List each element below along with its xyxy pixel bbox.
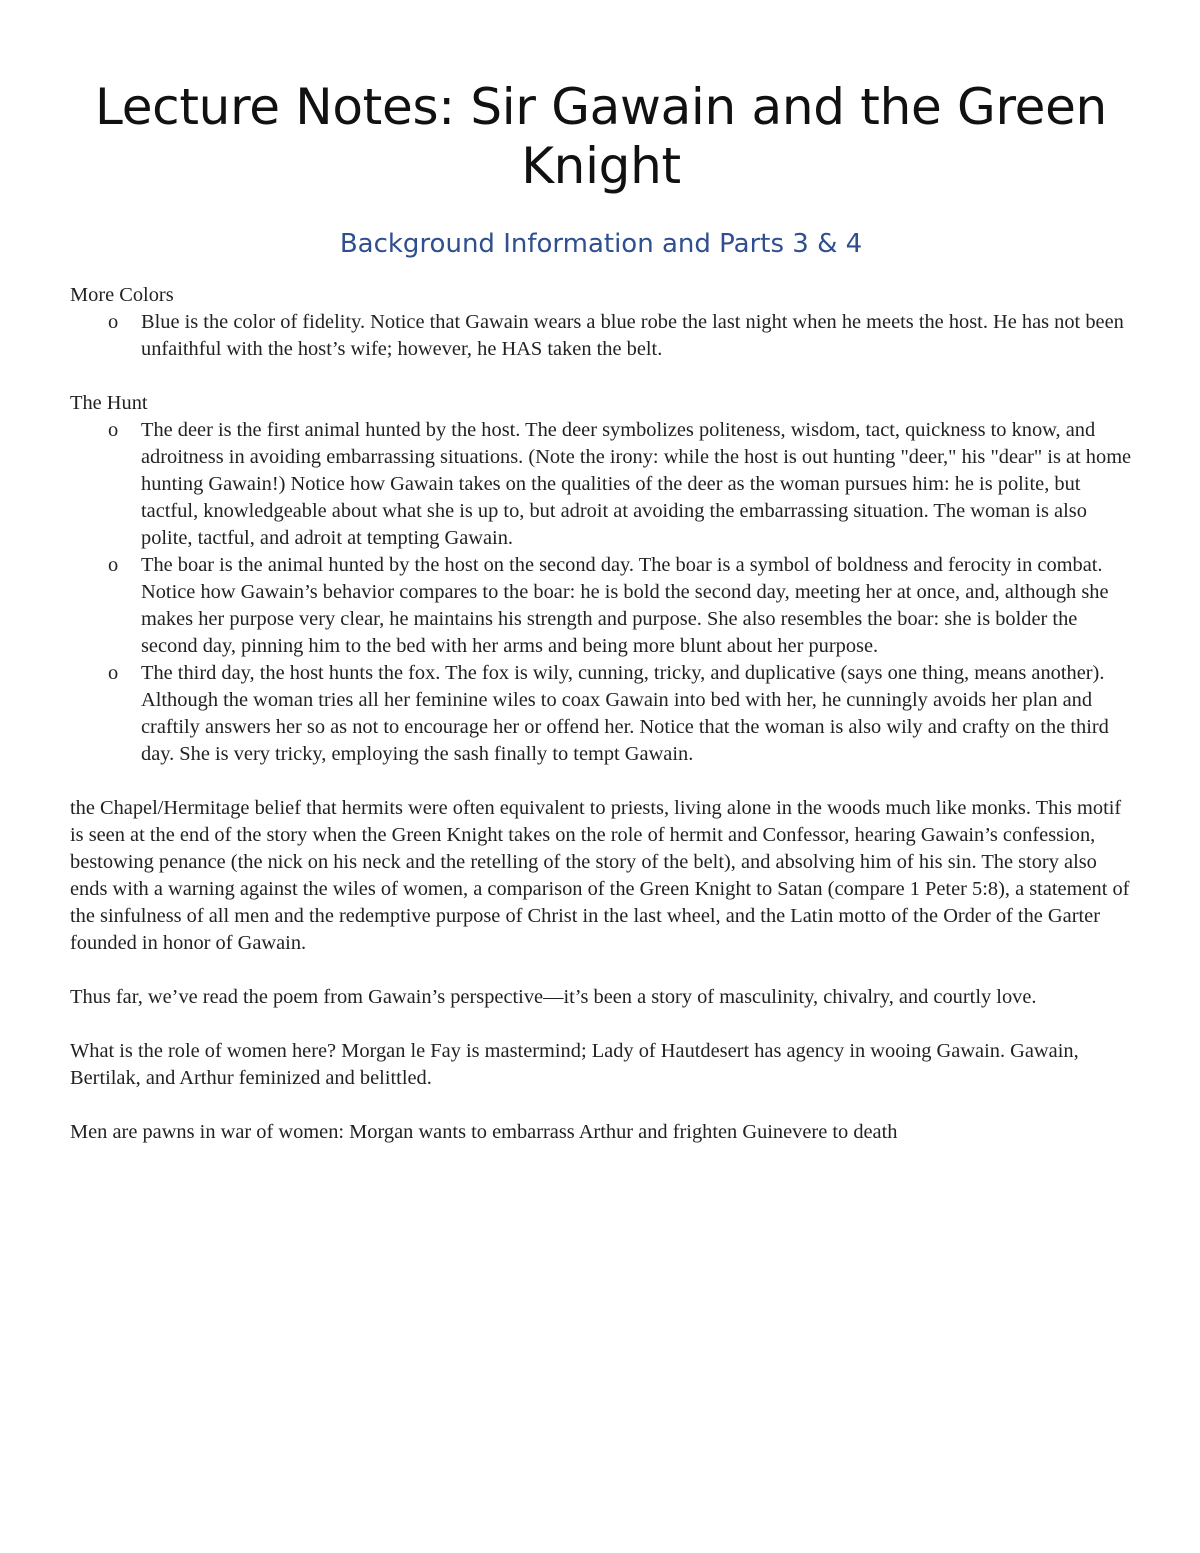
- paragraph-men-are-pawns: Men are pawns in war of women: Morgan wants to embarrass Arthur and frighten Guinevere to death: [70, 1121, 898, 1143]
- section-the-hunt: [70, 390, 1132, 768]
- paragraph-role-of-women: What is the role of women here? Morgan le Fay is mastermind; Lady of Hautdesert has agency in wooing Gawain. Gawain, Bertilak, and Arthur feminized and belittled.: [70, 1040, 1079, 1089]
- list-item: [70, 417, 1132, 552]
- bullet-list: [70, 309, 1132, 363]
- spacer: [70, 1011, 1132, 1038]
- document-subtitle: Background Information and Parts 3 & 4: [339, 229, 863, 259]
- list-item-text: Blue is the color of fidelity. Notice that Gawain wears a blue robe the last night when he meets the host. He has not been unfaithful with the host’s wife; however, he HAS taken the belt.: [141, 311, 1124, 360]
- spacer: [70, 768, 1132, 795]
- spacer: [70, 957, 1132, 984]
- list-item-text: The deer is the first animal hunted by the host. The deer symbolizes politeness, wisdom, tact, quickness to know, and adroitness in avoiding embarrassing situations. (Note the irony: while the host is out hunting "deer," his "dear" is at home hunting Gawain!) Notice how Gawain takes on the qualities of the deer as the woman pursues him: he is polite, but tactful, knowledgeable about what she is up to, but adroit at avoiding the embarrassing situation. The woman is also polite, tactful, and adroit at tempting Gawain.: [141, 419, 1132, 549]
- bullet-list: [70, 417, 1132, 768]
- list-item: [70, 309, 1132, 363]
- list-item: [70, 660, 1132, 768]
- section-heading: More Colors: [70, 284, 174, 306]
- list-item: [70, 552, 1132, 660]
- spacer: [70, 1092, 1132, 1119]
- bullet-marker: o: [108, 554, 119, 576]
- section-heading: The Hunt: [70, 392, 148, 414]
- list-item-text: The boar is the animal hunted by the host on the second day. The boar is a symbol of boldness and ferocity in combat. Notice how Gawain’s behavior compares to the boar: he is bold the second day, meeting her at once, and, although she makes her purpose very clear, he maintains his strength and purpose. She also resembles the boar: she is bolder the second day, pinning him to the bed with her arms and being more blunt about her purpose.: [141, 554, 1109, 657]
- list-item-text: The third day, the host hunts the fox. The fox is wily, cunning, tricky, and duplicative (says one thing, means another). Although the woman tries all her feminine wiles to coax Gawain into bed with her, he cunningly avoids her plan and craftily answers her so as not to encourage her or offend her. Notice that the woman is also wily and crafty on the third day. She is very tricky, employing the sash finally to tempt Gawain.: [141, 662, 1109, 765]
- spacer: [70, 363, 1132, 390]
- bullet-marker: o: [108, 662, 119, 684]
- document-body: [70, 282, 1132, 1146]
- document-title: Lecture Notes: Sir Gawain and the Green Knight: [95, 78, 1107, 195]
- document-page: [70, 70, 1132, 1146]
- paragraph-chapel-hermitage: the Chapel/Hermitage belief that hermits were often equivalent to priests, living alone in the woods much like monks. This motif is seen at the end of the story when the Green Knight takes on the role of hermit and Confessor, hearing Gawain’s confession, bestowing penance (the nick on his neck and the retelling of the story of the belt), and absolving him of his sin. The story also ends with a warning against the wiles of women, a comparison of the Green Knight to Satan (compare 1 Peter 5:8), a statement of the sinfulness of all men and the redemptive purpose of Christ in the last wheel, and the Latin motto of the Order of the Garter founded in honor of Gawain.: [70, 797, 1130, 954]
- bullet-marker: o: [108, 419, 119, 441]
- section-more-colors: [70, 282, 1132, 363]
- paragraph-perspective: Thus far, we’ve read the poem from Gawain’s perspective—it’s been a story of masculinity, chivalry, and courtly love.: [70, 986, 1037, 1008]
- bullet-marker: o: [108, 311, 119, 333]
